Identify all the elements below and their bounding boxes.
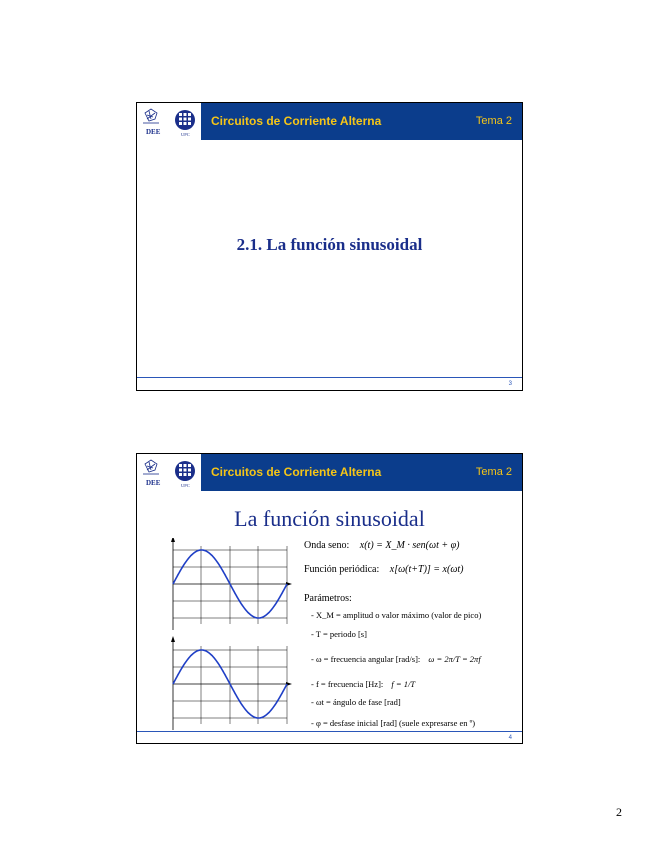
periodica-formula: x[ω(t+T)] = x(ωt): [389, 564, 464, 575]
sine-graph-bottom: [171, 636, 292, 730]
slide2-heading: La función sinusoidal: [234, 506, 425, 531]
slide-header: [137, 103, 522, 140]
logos: [137, 454, 201, 491]
logos: [137, 103, 201, 140]
header-bar: [201, 103, 522, 140]
header-tema: Tema 2: [475, 115, 512, 127]
header-title: Circuitos de Corriente Alterna: [211, 114, 382, 128]
sine-graph-top: [171, 538, 292, 630]
slide-number: 4: [508, 735, 512, 741]
slide-header: [137, 454, 522, 491]
sine-graphs: [159, 538, 309, 738]
dee-logo-icon: [137, 103, 201, 140]
param-f: [311, 679, 415, 689]
header-bar: [201, 454, 522, 491]
svg-text:UPC: UPC: [181, 132, 190, 137]
onda-seno-row: [304, 540, 459, 551]
header-tema: Tema 2: [475, 466, 512, 478]
header-title: Circuitos de Corriente Alterna: [211, 465, 382, 479]
periodica-row: [304, 564, 463, 575]
page-number: 2: [616, 805, 622, 819]
slide-title: [136, 102, 523, 391]
param-omega-label: - ω = frecuencia angular [rad/s]:: [311, 654, 421, 664]
dee-logo-icon: [137, 454, 201, 491]
f-formula: f = 1/T: [391, 679, 416, 689]
param-omega: [311, 654, 481, 664]
slide1-heading: 2.1. La función sinusoidal: [236, 235, 423, 254]
footer-line: [137, 731, 522, 732]
param-xm: - X_M = amplitud o valor máximo (valor de pico): [311, 610, 482, 620]
parametros-label: Parámetros:: [304, 593, 352, 604]
slide-content: [136, 453, 523, 744]
onda-formula: x(t) = X_M · sen(ωt + φ): [359, 540, 460, 551]
slide-number: 3: [508, 381, 512, 387]
periodica-label: Función periódica:: [304, 564, 380, 575]
param-f-label: - f = frecuencia [Hz]:: [311, 679, 384, 689]
svg-text:DEE: DEE: [146, 128, 161, 136]
footer-line: [137, 377, 522, 378]
param-fase: - ωt = ángulo de fase [rad]: [311, 697, 401, 707]
omega-formula: ω = 2π/T = 2πf: [428, 654, 481, 664]
onda-label: Onda seno:: [304, 540, 350, 551]
param-periodo: - T = periodo [s]: [311, 629, 367, 639]
svg-text:UPC: UPC: [181, 483, 190, 488]
param-desfase: - φ = desfase inicial [rad] (suele expresarse en º): [311, 718, 476, 728]
svg-text:DEE: DEE: [146, 479, 161, 487]
